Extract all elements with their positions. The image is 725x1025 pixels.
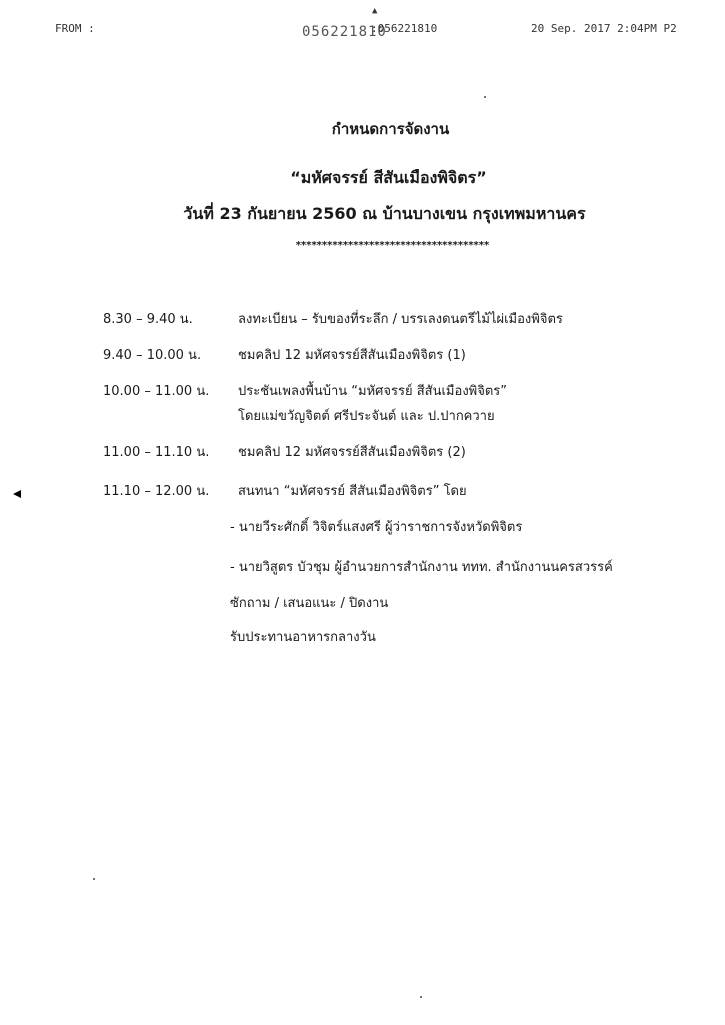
speaker-item: - นายวิสูตร บัวชุม ผู้อำนวยการสำนักงาน ททท. สำนักงานนครสวรรค์ [230,560,613,575]
fax-from-label: FROM : [55,22,95,35]
speaker-item: - นายวีระศักดิ์ วิจิตร์แสงศรี ผู้ว่าราชการจังหวัดพิจิตร [230,520,523,535]
schedule-time: 10.00 – 11.00 น. [103,384,210,399]
fax-datetime: 20 Sep. 2017 2:04PM P2 [531,22,677,35]
margin-arrow-icon [13,490,21,498]
fax-position-mark: ▲ [372,6,378,16]
schedule-time: 9.40 – 10.00 น. [103,348,202,363]
closing-item: ซักถาม / เสนอแนะ / ปิดงาน [230,596,389,611]
schedule-description: ประชันเพลงพื้นบ้าน “มหัศจรรย์ สีสันเมืองพิจิตร” [238,384,508,399]
fax-number-printed: :056221810 [371,22,438,35]
schedule-time: 11.10 – 12.00 น. [103,484,210,499]
event-name: “มหัศจรรย์ สีสันเมืองพิจิตร” [290,168,487,187]
fax-number-handwritten: 056221810 [302,24,387,40]
scan-speck [484,96,486,98]
schedule-description: ชมคลิป 12 มหัศจรรย์สีสันเมืองพิจิตร (2) [238,445,466,460]
schedule-description: ลงทะเบียน – รับของที่ระลึก / บรรเลงดนตรีไม้ไผ่เมืองพิจิตร [238,312,563,327]
scan-speck [93,878,95,880]
schedule-description-continued: โดยแม่ขวัญจิตต์ ศรีประจันต์ และ ป.ปากควาย [238,409,495,424]
scan-speck [420,996,422,998]
schedule-description: ชมคลิป 12 มหัศจรรย์สีสันเมืองพิจิตร (1) [238,348,466,363]
fax-header [0,6,725,42]
schedule-time: 8.30 – 9.40 น. [103,312,193,327]
event-date-venue: วันที่ 23 กันยายน 2560 ณ บ้านบางเขน กรุงเทพมหานคร [183,204,586,223]
schedule-description: สนทนา “มหัศจรรย์ สีสันเมืองพิจิตร” โดย [238,484,467,499]
title-divider: ************************************* [295,240,490,251]
schedule-time: 11.00 – 11.10 น. [103,445,210,460]
closing-item: รับประทานอาหารกลางวัน [230,630,376,645]
document-title: กำหนดการจัดงาน [331,120,450,138]
